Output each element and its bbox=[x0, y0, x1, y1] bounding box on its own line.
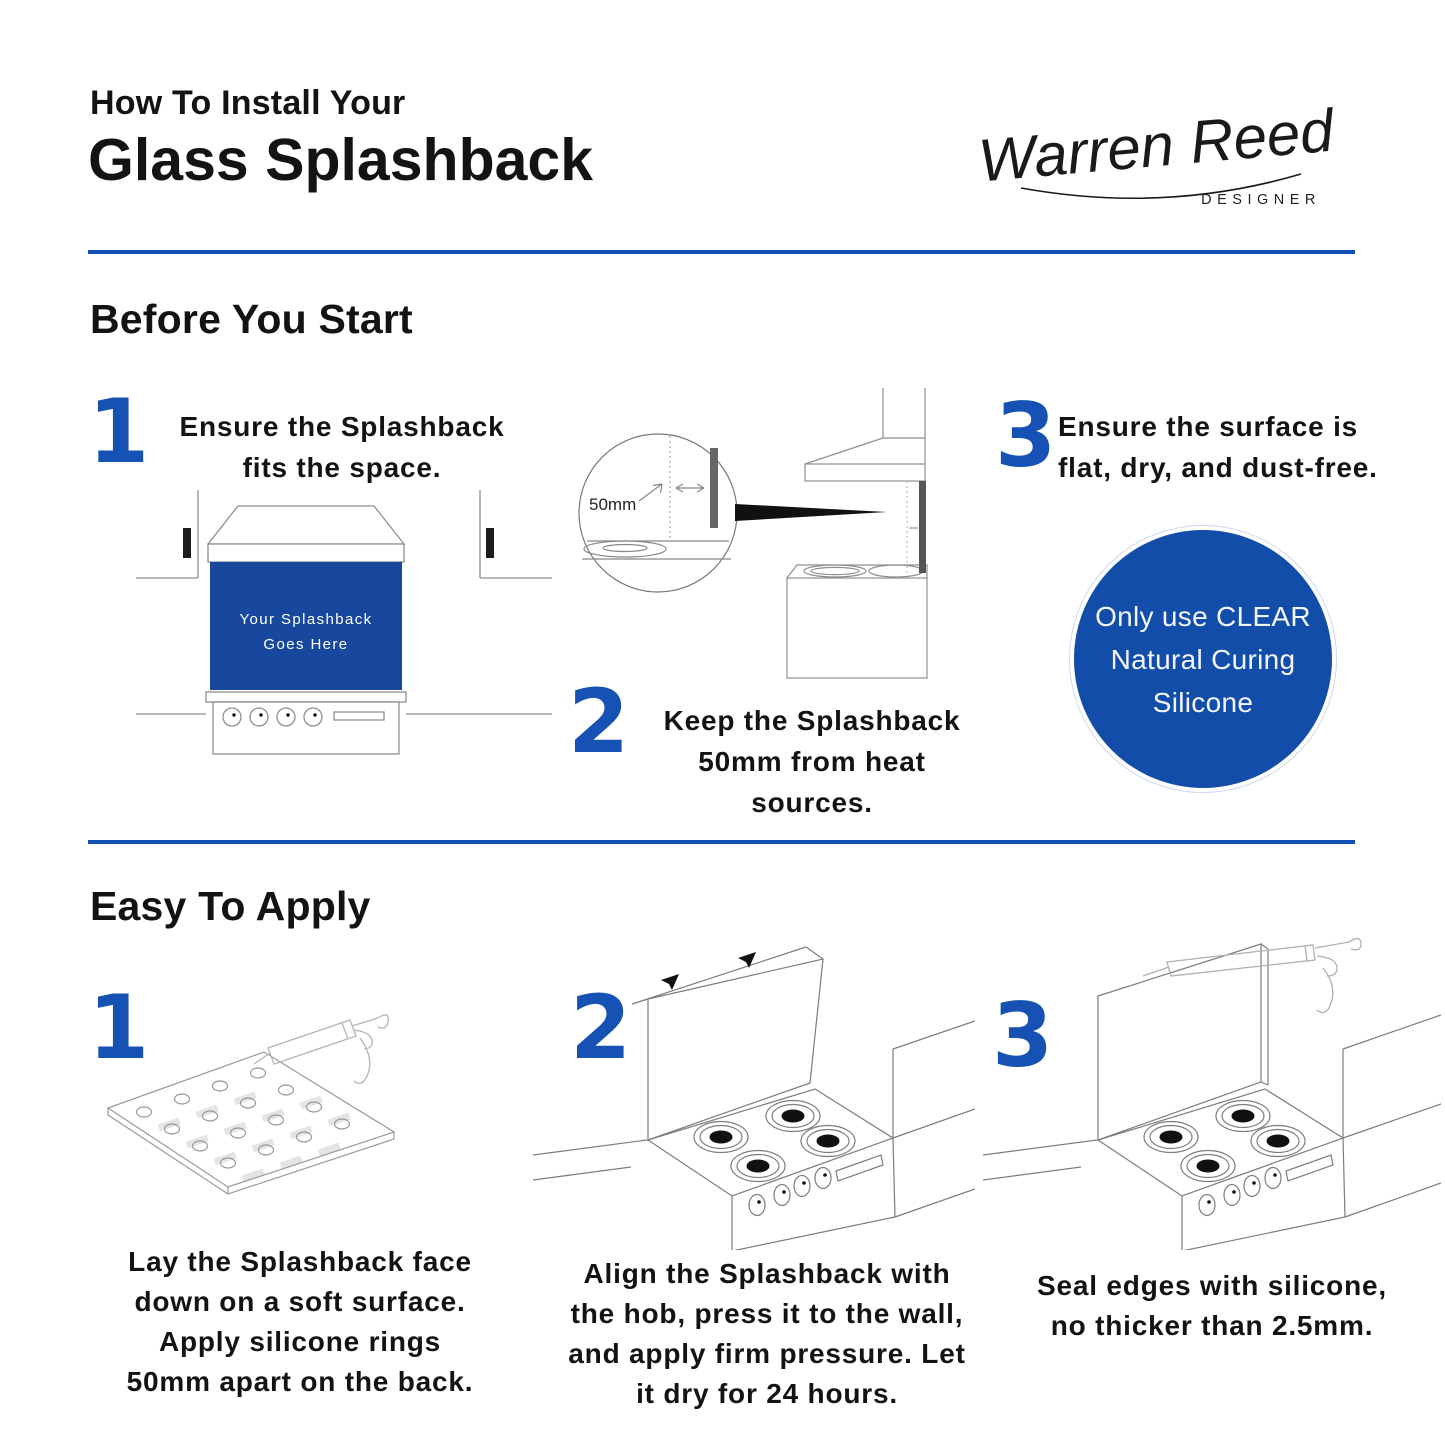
before-you-start-heading: Before You Start bbox=[90, 296, 413, 342]
text-line: Keep the Splashback bbox=[663, 705, 961, 736]
text-line: Align the Splashback with bbox=[583, 1258, 951, 1289]
text-line: Ensure the surface is bbox=[1058, 411, 1359, 442]
caulking-gun-icon bbox=[254, 1015, 388, 1084]
text-line: no thicker than 2.5mm. bbox=[1050, 1310, 1374, 1341]
before-step-3-text bbox=[1058, 406, 1430, 488]
text-line: Seal edges with silicone, bbox=[1037, 1270, 1387, 1301]
text-line: Lay the Splashback face bbox=[128, 1246, 472, 1277]
logo-subtitle-text: DESIGNER bbox=[1201, 192, 1321, 208]
text-line: and apply firm pressure. Let bbox=[568, 1338, 966, 1369]
cabinet-handle-right bbox=[486, 528, 494, 558]
page-title-line1: How To Install Your bbox=[90, 84, 406, 122]
apply-step-3-number: 3 bbox=[992, 984, 1054, 1087]
section-divider-middle bbox=[88, 840, 1355, 844]
brand-logo bbox=[965, 58, 1353, 238]
apply-step-2-caption bbox=[536, 1254, 998, 1414]
before-step-1-number: 1 bbox=[88, 380, 150, 483]
magnified-splashback-edge bbox=[710, 448, 718, 528]
text-line: 50mm apart on the back. bbox=[126, 1366, 474, 1397]
apply-step-1-number: 1 bbox=[88, 976, 150, 1079]
cabinet-handle-left bbox=[183, 528, 191, 558]
before-step-2-text bbox=[634, 700, 990, 823]
seal-edges-illustration bbox=[983, 918, 1441, 1250]
text-line: it dry for 24 hours. bbox=[636, 1378, 898, 1409]
press-arrow-icon bbox=[738, 952, 756, 968]
gap-dimension-label: 50mm bbox=[589, 495, 637, 514]
silicone-rings-illustration bbox=[92, 1012, 522, 1267]
apply-step-1-caption bbox=[100, 1242, 500, 1402]
text-line: flat, dry, and dust-free. bbox=[1058, 452, 1378, 483]
apply-step-2-number: 2 bbox=[570, 976, 632, 1079]
text-line: the hob, press it to the wall, bbox=[570, 1298, 964, 1329]
kitchen-front-illustration bbox=[128, 482, 560, 804]
press-arrow-icon bbox=[661, 974, 679, 990]
page-title-line2: Glass Splashback bbox=[88, 127, 594, 193]
magnifier-pointer bbox=[735, 504, 887, 521]
text-line: Only use CLEAR bbox=[1095, 600, 1311, 632]
text-line: Ensure the Splashback bbox=[179, 411, 505, 442]
text-line: Natural Curing bbox=[1110, 643, 1296, 675]
splashback-label-line1: Your Splashback bbox=[239, 611, 373, 628]
text-line: 50mm from heat bbox=[698, 746, 926, 777]
apply-step-3-caption bbox=[988, 1266, 1436, 1346]
text-line: down on a soft surface. bbox=[134, 1286, 466, 1317]
before-step-2-number: 2 bbox=[568, 670, 630, 773]
text-line: Apply silicone rings bbox=[158, 1326, 442, 1357]
splashback-label-line2: Goes Here bbox=[263, 636, 349, 653]
section-divider-top bbox=[88, 250, 1355, 254]
splashback-edge-side bbox=[919, 481, 926, 573]
silicone-warning-text bbox=[1095, 595, 1311, 724]
text-line: Silicone bbox=[1152, 686, 1254, 718]
text-line: sources. bbox=[751, 787, 873, 818]
easy-to-apply-heading: Easy To Apply bbox=[90, 883, 371, 929]
before-step-3-number: 3 bbox=[995, 384, 1057, 487]
logo-script-text: Warren Reed bbox=[975, 96, 1337, 195]
text-line: fits the space. bbox=[242, 452, 442, 483]
silicone-warning-badge bbox=[1074, 530, 1332, 788]
align-splashback-illustration bbox=[533, 918, 975, 1250]
before-step-1-text bbox=[162, 406, 522, 488]
